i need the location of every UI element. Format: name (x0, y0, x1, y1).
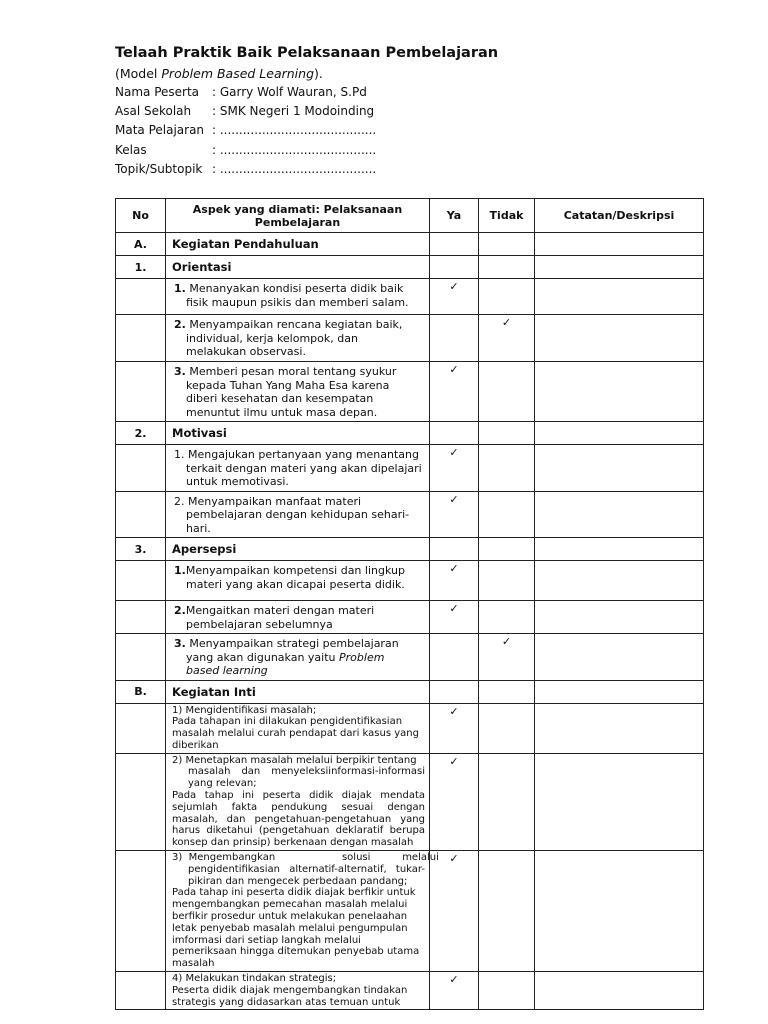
ya-cell (430, 233, 479, 256)
header-ya: Ya (430, 199, 479, 233)
no-cell (116, 491, 166, 538)
info-value: : Garry Wolf Wauran, S.Pd (212, 85, 367, 99)
item-text-cont: terkait dengan materi yang akan dipelajari (186, 461, 422, 475)
aspect-cell (166, 703, 430, 753)
tidak-cell (479, 256, 535, 279)
no-cell (116, 315, 166, 362)
ya-cell (430, 634, 479, 681)
no-cell (116, 851, 166, 972)
section-label: Apersepsi (166, 538, 430, 561)
step-title: 4) Melakukan tindakan strategis; (172, 973, 337, 985)
table-row (116, 972, 704, 1010)
item-number: 2. (174, 318, 186, 331)
item-text: Memberi pesan moral tentang syukur (185, 365, 397, 378)
model-name: Problem Based Learning (161, 66, 315, 81)
info-label: Mata Pelajaran (115, 123, 205, 138)
item-text-cont: kepada Tuhan Yang Maha Esa karena (186, 378, 390, 392)
notes-cell (535, 601, 704, 634)
notes-cell (535, 491, 704, 538)
check-icon: ✓ (449, 562, 459, 575)
item-text-cont: untuk memotivasi. (186, 475, 289, 488)
step-title: 1) Mengidentifikasi masalah; (172, 704, 317, 716)
item-text: 1. Mengajukan pertanyaan yang menantang (174, 448, 419, 461)
step-title-cont: pengidentifikasian alternatif-alternatif, tukar-pikiran dan mengecek perbedaan pandang; (188, 863, 425, 887)
tidak-cell (479, 445, 535, 492)
table-header-row (116, 199, 704, 233)
check-icon: ✓ (449, 973, 459, 987)
info-row-topik (115, 160, 376, 179)
item-number: 1. (174, 564, 186, 577)
section-no: 1. (116, 256, 166, 279)
notes-cell (535, 279, 704, 315)
info-value: : ......................................... (212, 142, 377, 157)
notes-cell (535, 753, 704, 850)
check-icon: ✓ (449, 754, 459, 768)
section-row (116, 256, 704, 279)
tidak-cell (479, 491, 535, 538)
notes-cell (535, 634, 704, 681)
no-cell (116, 362, 166, 422)
table-row (116, 753, 704, 850)
item-text: Menyampaikan rencana kegiatan baik, (185, 318, 403, 331)
item-text-cont: pembelajaran dengan kehidupan sehari- (186, 508, 410, 521)
section-row (116, 538, 704, 561)
ya-cell (430, 851, 479, 972)
check-icon: ✓ (449, 492, 459, 506)
item-text-cont: menuntut ilmu untuk masa depan. (186, 405, 378, 419)
model-prefix: (Model (115, 66, 162, 81)
item-text-cont: pembelajaran sebelumnya (186, 617, 333, 631)
info-row-sekolah (115, 102, 376, 121)
step-desc: Pada tahap ini peserta didik diajak berfikir untuk mengembangkan pemecahan masalah melalui berfikir prosedur untuk melakukan penelaahan letak penyebab masalah melalui pengumpulan imformasi dari setiap langkah melalui pemeriksaan hingga ditemukan penyebab utama masalah (172, 887, 420, 970)
notes-cell (535, 422, 704, 445)
step-title-cont: masalah dan menyeleksiinformasi-informasi yang relevan; (188, 766, 425, 790)
participant-info (115, 83, 376, 179)
model-line (115, 66, 323, 81)
tidak-cell (479, 538, 535, 561)
ya-cell (430, 601, 479, 634)
model-suffix: ). (314, 66, 323, 81)
item-number: 3. (174, 365, 186, 378)
ya-cell (430, 279, 479, 315)
ya-cell (430, 680, 479, 703)
info-label: Asal Sekolah (115, 104, 192, 119)
section-no: 3. (116, 538, 166, 561)
step-desc: Peserta didik diajak mengembangkan tindakan strategis yang didasarkan atas temuan untuk (172, 984, 408, 1008)
check-icon: ✓ (449, 602, 459, 615)
notes-cell (535, 233, 704, 256)
item-text-cont: materi yang akan dicapai peserta didik. (186, 577, 405, 591)
notes-cell (535, 362, 704, 422)
check-icon: ✓ (449, 446, 459, 459)
header-notes: Catatan/Deskripsi (535, 199, 704, 233)
item-text: 2. Menyampaikan manfaat materi (174, 494, 362, 508)
ya-cell (430, 972, 479, 1010)
table-row (116, 279, 704, 315)
aspect-cell (166, 601, 430, 634)
step-desc: Pada tahapan ini dilakukan pengidentifikasian masalah melalui curah pendapat dari kasus yang diberikan (172, 716, 419, 751)
tidak-cell (479, 362, 535, 422)
header-tidak: Tidak (479, 199, 535, 233)
item-text: Menyampaikan strategi pembelajaran (185, 637, 399, 650)
header-no: No (116, 199, 166, 233)
no-cell (116, 279, 166, 315)
item-text-italic: Problem (339, 650, 385, 664)
check-icon: ✓ (501, 316, 512, 329)
item-text-cont: individual, kerja kelompok, dan (186, 331, 358, 345)
tidak-cell (479, 972, 535, 1010)
notes-cell (535, 445, 704, 492)
aspect-cell (166, 362, 430, 422)
info-row-nama (115, 83, 376, 102)
info-value: : SMK Negeri 1 Modoinding (212, 104, 375, 119)
observation-table (115, 198, 704, 1010)
notes-cell (535, 972, 704, 1010)
notes-cell (535, 680, 704, 703)
ya-cell (430, 256, 479, 279)
check-icon: ✓ (449, 704, 459, 718)
table-row (116, 491, 704, 538)
item-text-cont: hari. (186, 521, 211, 535)
section-label: Kegiatan Pendahuluan (166, 233, 430, 256)
item-text: Menyampaikan kompetensi dan lingkup (185, 564, 405, 577)
step-title: 3) Mengembangkan solusi melalui (172, 852, 439, 864)
item-number: 3. (174, 637, 186, 650)
table-row (116, 315, 704, 362)
aspect-cell (166, 491, 430, 538)
ya-cell (430, 753, 479, 850)
section-no: 2. (116, 422, 166, 445)
info-value: : ......................................... (212, 161, 377, 176)
item-number: 2. (174, 604, 186, 617)
check-icon: ✓ (501, 635, 512, 648)
check-icon: ✓ (449, 363, 459, 376)
tidak-cell (479, 753, 535, 850)
section-row (116, 233, 704, 256)
section-no: A. (116, 233, 166, 256)
no-cell (116, 601, 166, 634)
tidak-cell (479, 315, 535, 362)
tidak-cell (479, 279, 535, 315)
item-text-cont: melakukan observasi. (186, 345, 306, 358)
aspect-cell (166, 561, 430, 601)
no-cell (116, 561, 166, 601)
no-cell (116, 972, 166, 1010)
aspect-cell (166, 753, 430, 850)
info-label: Kelas (115, 142, 147, 157)
table-row (116, 703, 704, 753)
tidak-cell (479, 422, 535, 445)
notes-cell (535, 538, 704, 561)
notes-cell (535, 703, 704, 753)
tidak-cell (479, 601, 535, 634)
table-row (116, 601, 704, 634)
tidak-cell (479, 634, 535, 681)
ya-cell (430, 561, 479, 601)
info-label: Topik/Subtopik (115, 161, 203, 176)
tidak-cell (479, 233, 535, 256)
aspect-cell (166, 972, 430, 1010)
ya-cell (430, 315, 479, 362)
item-number: 1. (174, 282, 186, 295)
section-row (116, 422, 704, 445)
info-row-mapel (115, 121, 376, 140)
tidak-cell (479, 561, 535, 601)
item-text: Mengaitkan materi dengan materi (185, 604, 375, 617)
info-label: Nama Peserta (115, 85, 200, 99)
section-no: B. (116, 680, 166, 703)
aspect-cell (166, 315, 430, 362)
section-label: Motivasi (166, 422, 430, 445)
aspect-cell (166, 634, 430, 681)
ya-cell (430, 362, 479, 422)
tidak-cell (479, 680, 535, 703)
section-row (116, 680, 704, 703)
ya-cell (430, 422, 479, 445)
section-label: Orientasi (166, 256, 430, 279)
section-label: Kegiatan Inti (166, 680, 430, 703)
info-value: : ......................................... (212, 123, 377, 138)
ya-cell (430, 703, 479, 753)
tidak-cell (479, 703, 535, 753)
notes-cell (535, 256, 704, 279)
notes-cell (535, 561, 704, 601)
aspect-cell (166, 279, 430, 315)
step-title: 2) Menetapkan masalah melalui berpikir tentang (172, 754, 417, 766)
aspect-cell (166, 445, 430, 492)
tidak-cell (479, 851, 535, 972)
check-icon: ✓ (449, 852, 459, 866)
table-row (116, 445, 704, 492)
check-icon: ✓ (449, 280, 459, 293)
item-text-cont: diberi kesehatan dan kesempatan (186, 392, 374, 405)
ya-cell (430, 491, 479, 538)
aspect-cell (166, 851, 439, 972)
no-cell (116, 753, 166, 850)
step-desc: Pada tahap ini peserta didik diajak mendata sejumlah fakta pendukung sesuai dengan masalah, dan pengetahuan-pengetahuan yang harus diketahui (pengetahuan deklaratif berupa konsep dan prinsip) berkenaan dengan masalah (172, 790, 425, 849)
item-text-cont (174, 651, 423, 665)
document-title: Telaah Praktik Baik Pelaksanaan Pembelajaran (115, 45, 499, 61)
item-text: Menanyakan kondisi peserta didik baik (185, 282, 404, 295)
notes-cell (535, 851, 704, 972)
table-row (116, 851, 704, 972)
no-cell (116, 703, 166, 753)
item-text: yang akan digunakan yaitu (186, 650, 340, 664)
notes-cell (535, 315, 704, 362)
table-row (116, 561, 704, 601)
info-row-kelas (115, 141, 376, 160)
no-cell (116, 445, 166, 492)
table-row (116, 362, 704, 422)
ya-cell (430, 538, 479, 561)
header-aspect: Aspek yang diamati: Pelaksanaan Pembelajaran (166, 199, 430, 233)
table-row (116, 634, 704, 681)
no-cell (116, 634, 166, 681)
ya-cell (430, 445, 479, 492)
item-text-italic: based learning (186, 664, 268, 677)
item-text-cont: fisik maupun psikis dan memberi salam. (186, 295, 409, 309)
